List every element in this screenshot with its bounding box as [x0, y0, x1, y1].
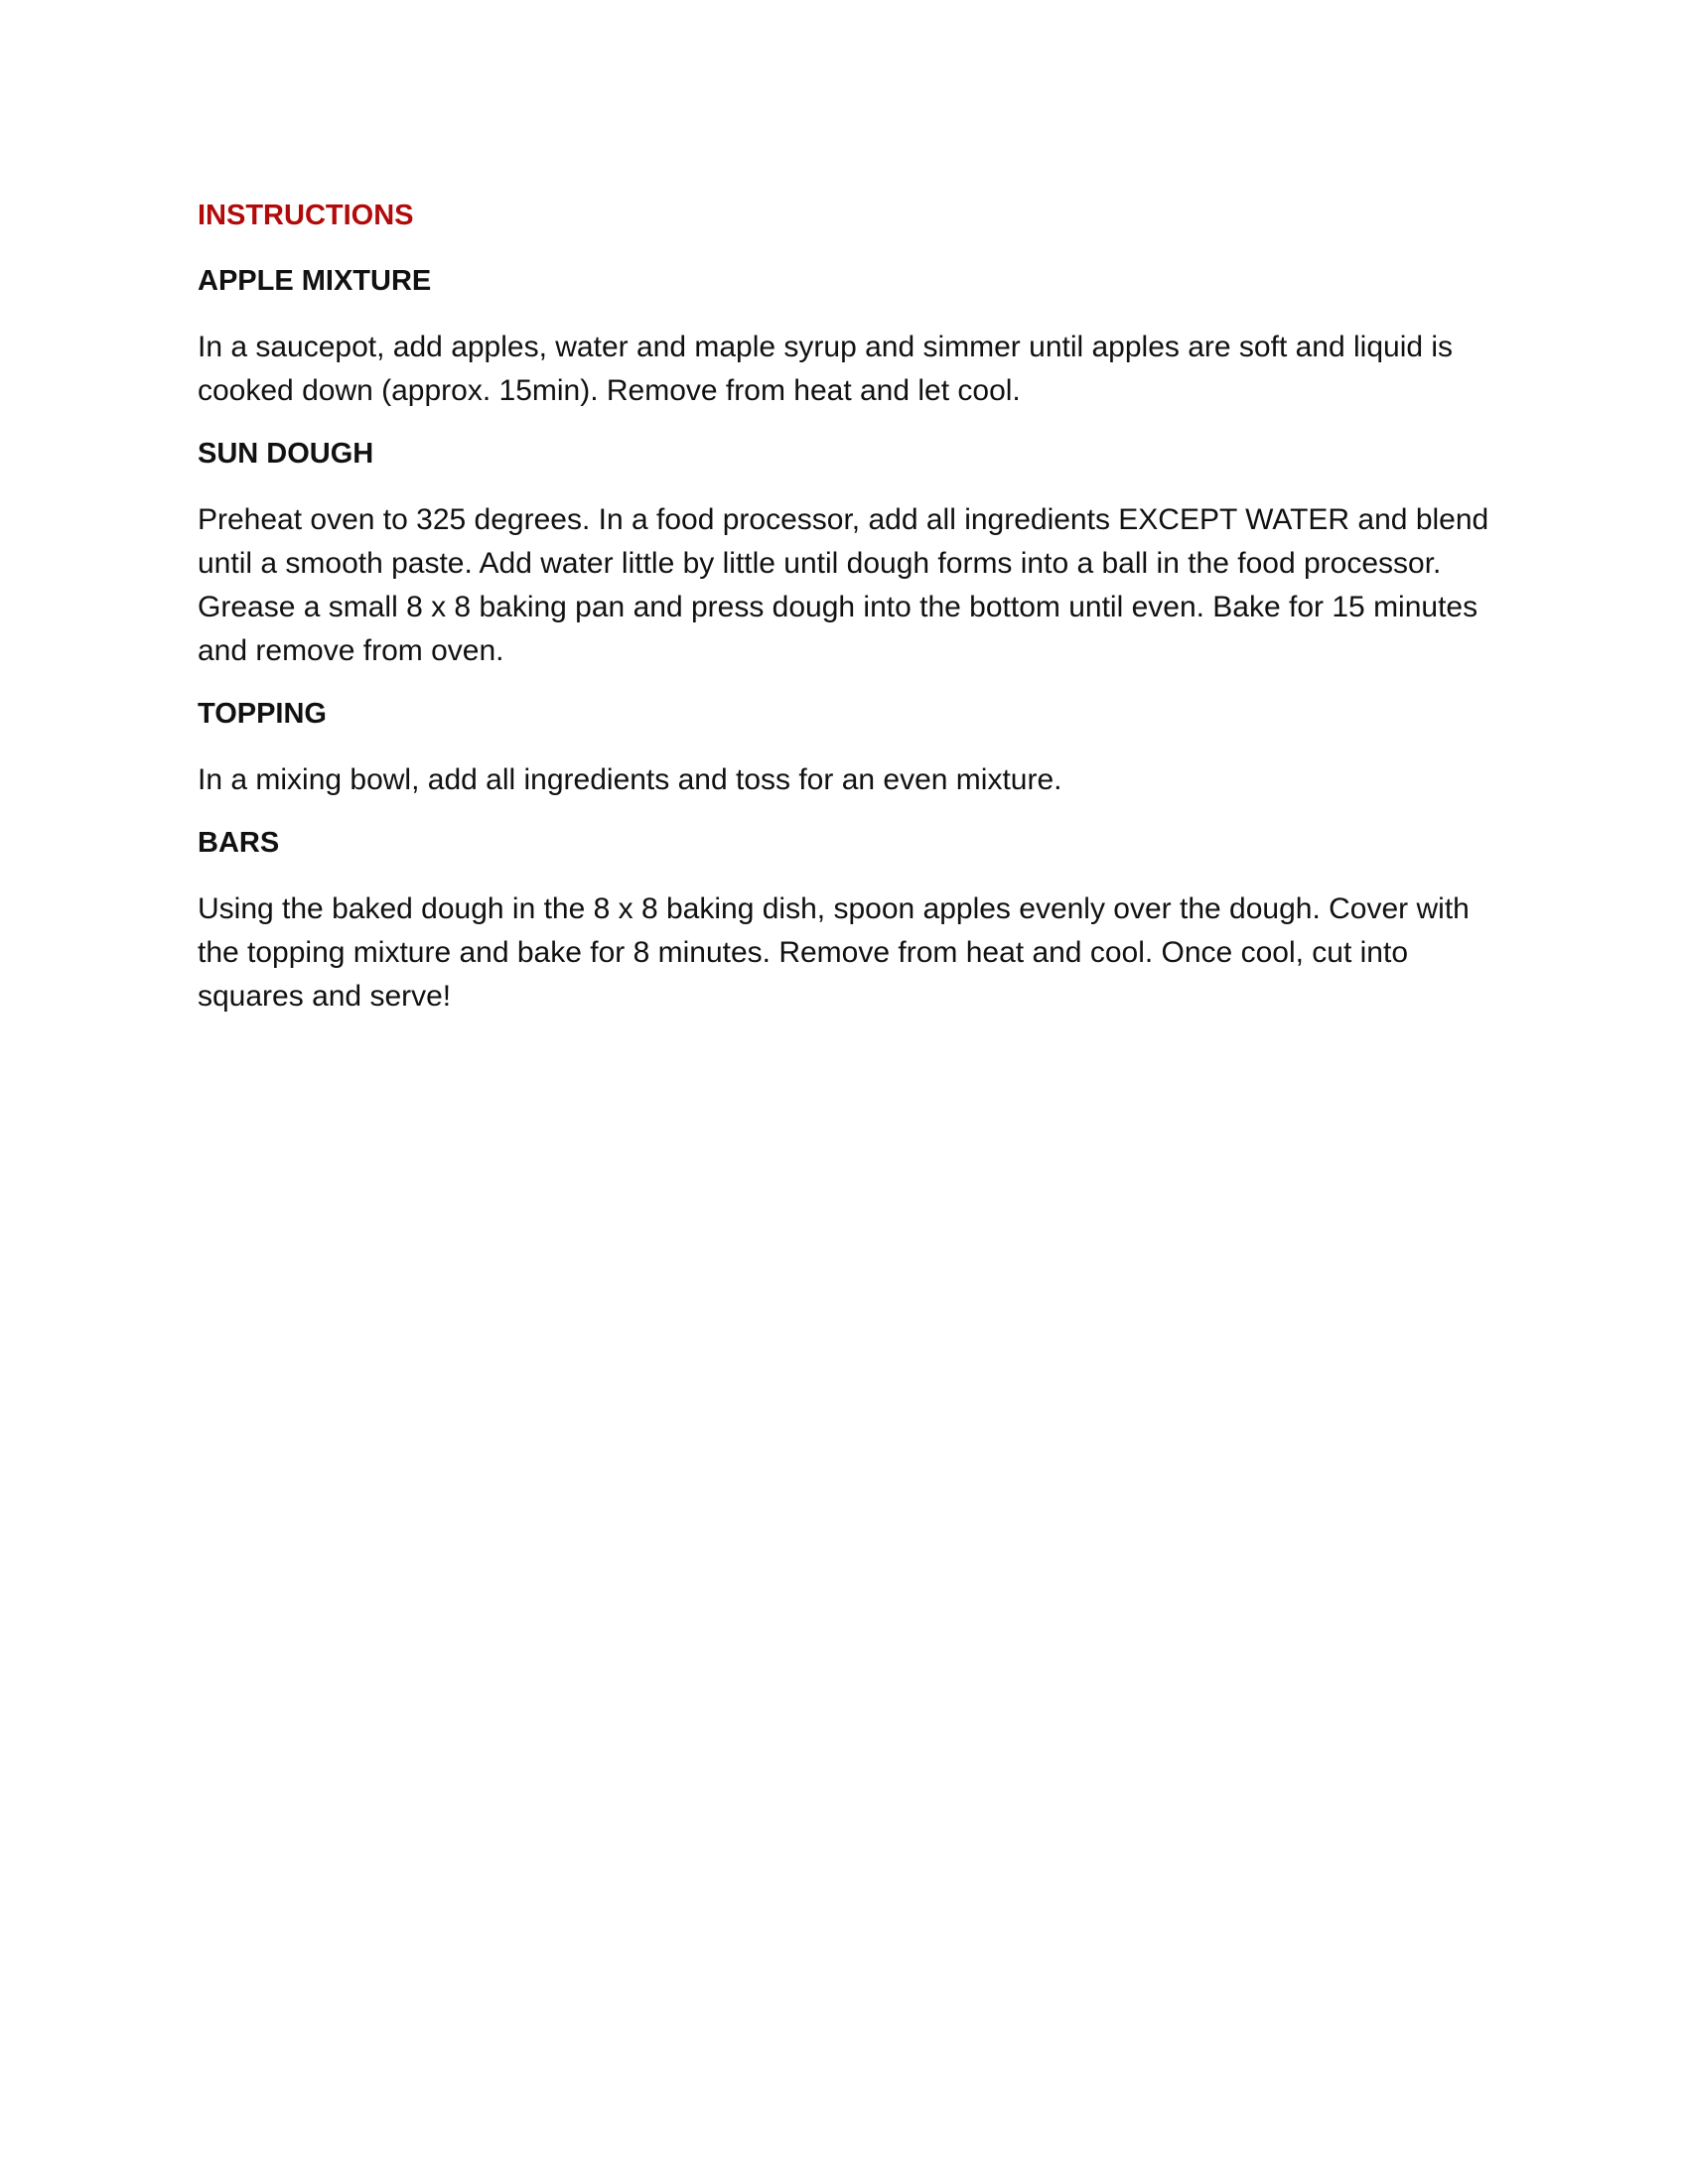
document-page — [198, 195, 1508, 1038]
section-heading-sun-dough: SUN DOUGH — [198, 438, 374, 470]
section-heading-apple-mixture: APPLE MIXTURE — [198, 265, 432, 297]
section-text-topping: In a mixing bowl, add all ingredients and toss for an even mixture. — [198, 763, 1062, 796]
section-text-bars: Using the baked dough in the 8 x 8 baking dish, spoon apples evenly over the dough. Cover with the topping mixture and bake for 8 minutes. Remove from heat and cool. Once cool, cut into squares and serve! — [198, 892, 1470, 1013]
instructions-title: INSTRUCTIONS — [198, 200, 414, 231]
section-heading-bars: BARS — [198, 827, 280, 859]
section-text-apple-mixture: In a saucepot, add apples, water and maple syrup and simmer until apples are soft and liquid is cooked down (approx. 15min). Remove from heat and let cool. — [198, 331, 1454, 407]
section-text-sun-dough: Preheat oven to 325 degrees. In a food processor, add all ingredients EXCEPT WATER and blend until a smooth paste. Add water little by little until dough forms into a ball in the food processor. Grease a small 8 x 8 baking pan and press dough into the bottom until even. Bake for 15 minutes and remove from oven. — [198, 503, 1489, 667]
section-heading-topping: TOPPING — [198, 698, 327, 730]
